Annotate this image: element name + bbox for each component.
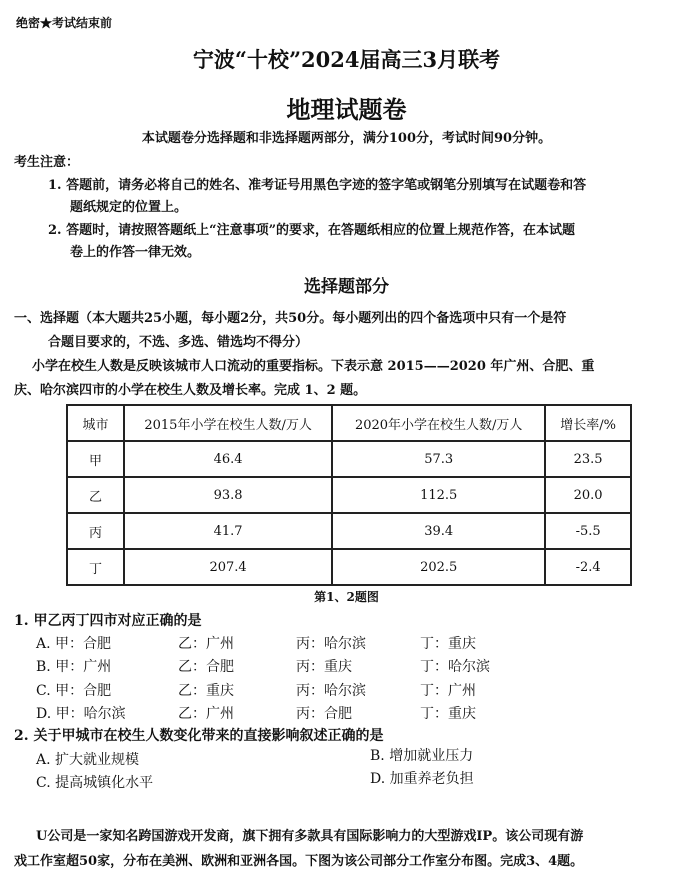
- confidential-label: 绝密★考试结束前: [16, 16, 113, 30]
- q1-option-a-jia: A. 甲：合肥: [36, 636, 112, 652]
- q1-option-b-yi: 乙：合肥: [178, 659, 234, 675]
- q1-option-b-ding: 丁：哈尔滨: [420, 659, 490, 675]
- table-caption: 第1、2题图: [314, 590, 379, 604]
- cell-city: 甲: [67, 441, 124, 477]
- passage-1-line-1: 小学在校生人数是反映该城市人口流动的重要指标。下表示意 2015——2020 年广州、合肥、重: [32, 359, 595, 374]
- q1-option-a-bing: 丙：哈尔滨: [296, 636, 366, 652]
- q1-option-b-bing: 丙：重庆: [296, 659, 352, 675]
- cell-2020: 112.5: [332, 477, 545, 513]
- question-1-stem: 1. 甲乙丙丁四市对应正确的是: [14, 613, 202, 629]
- q1-option-d-bing: 丙：合肥: [296, 706, 352, 722]
- table-row: [67, 477, 631, 513]
- cell-2020: 202.5: [332, 549, 545, 585]
- question-2-stem: 2. 关于甲城市在校生人数变化带来的直接影响叙述正确的是: [14, 728, 384, 744]
- cell-2020: 57.3: [332, 441, 545, 477]
- notice-title: 考生注意：: [14, 155, 80, 170]
- section-title: 选择题部分: [304, 277, 389, 297]
- passage-2-line-1: U公司是一家知名跨国游戏开发商，旗下拥有多款具有国际影响力的大型游戏IP。该公司现有游: [36, 829, 584, 844]
- notice-item-2-line-2: 卷上的作答一律无效。: [70, 245, 201, 260]
- passage-2-line-2: 戏工作室超50家，分布在美洲、欧洲和亚洲各国。下图为该公司部分工作室分布图。完成3、4题。: [14, 854, 584, 869]
- table-row: [67, 513, 631, 549]
- cell-2015: 93.8: [124, 477, 332, 513]
- q1-option-c-ding: 丁：广州: [420, 683, 476, 699]
- header-2015: 2015年小学在校生人数/万人: [124, 405, 332, 441]
- q2-option-a: A. 扩大就业规模: [36, 752, 140, 768]
- cell-city: 丙: [67, 513, 124, 549]
- part-1-instructions-line-2: 合题目要求的，不选、多选、错选均不得分）: [48, 335, 309, 350]
- exam-intro: 本试题卷分选择题和非选择题两部分，满分100分，考试时间90分钟。: [141, 131, 552, 146]
- exam-title: 宁波“十校”2024届高三3月联考: [192, 47, 501, 72]
- cell-city: 丁: [67, 549, 124, 585]
- cell-growth-rate: -2.4: [545, 549, 631, 585]
- passage-1-line-2: 庆、哈尔滨四市的小学在校生人数及增长率。完成 1、2 题。: [14, 383, 367, 398]
- q2-option-b: B. 增加就业压力: [370, 748, 474, 764]
- q1-option-c-bing: 丙：哈尔滨: [296, 683, 366, 699]
- notice-item-1-line-2: 题纸规定的位置上。: [70, 200, 188, 215]
- notice-item-2-line-1: 2. 答题时，请按照答题纸上“注意事项”的要求，在答题纸相应的位置上规范作答，在本试题: [48, 223, 576, 238]
- q1-option-c-yi: 乙：重庆: [178, 683, 234, 699]
- part-1-instructions-line-1: 一、选择题（本大题共25小题，每小题2分，共50分。每小题列出的四个备选项中只有一个是符: [14, 311, 567, 326]
- cell-2015: 207.4: [124, 549, 332, 585]
- cell-2015: 41.7: [124, 513, 332, 549]
- cell-growth-rate: 20.0: [545, 477, 631, 513]
- q1-option-d-ding: 丁：重庆: [420, 706, 476, 722]
- q2-option-d: D. 加重养老负担: [370, 771, 474, 787]
- table-row: [67, 441, 631, 477]
- notice-item-1-line-1: 1. 答题前，请务必将自己的姓名、准考证号用黑色字迹的签字笔或钢笔分别填写在试题卷和答: [48, 178, 587, 193]
- cell-growth-rate: -5.5: [545, 513, 631, 549]
- cell-city: 乙: [67, 477, 124, 513]
- cell-2015: 46.4: [124, 441, 332, 477]
- cell-growth-rate: 23.5: [545, 441, 631, 477]
- q1-option-d-jia: D. 甲：哈尔滨: [36, 706, 126, 722]
- q1-option-a-yi: 乙：广州: [178, 636, 234, 652]
- subject-title: 地理试题卷: [286, 95, 407, 124]
- header-2020: 2020年小学在校生人数/万人: [332, 405, 545, 441]
- q1-option-a-ding: 丁：重庆: [420, 636, 476, 652]
- header-growth-rate: 增长率/%: [545, 405, 631, 441]
- data-table: [66, 404, 632, 586]
- q1-option-d-yi: 乙：广州: [178, 706, 234, 722]
- table-header-row: [67, 405, 631, 441]
- q2-option-c: C. 提高城镇化水平: [36, 775, 154, 791]
- q1-option-b-jia: B. 甲：广州: [36, 659, 112, 675]
- table-row: [67, 549, 631, 585]
- header-city: 城市: [67, 405, 124, 441]
- q1-option-c-jia: C. 甲：合肥: [36, 683, 112, 699]
- cell-2020: 39.4: [332, 513, 545, 549]
